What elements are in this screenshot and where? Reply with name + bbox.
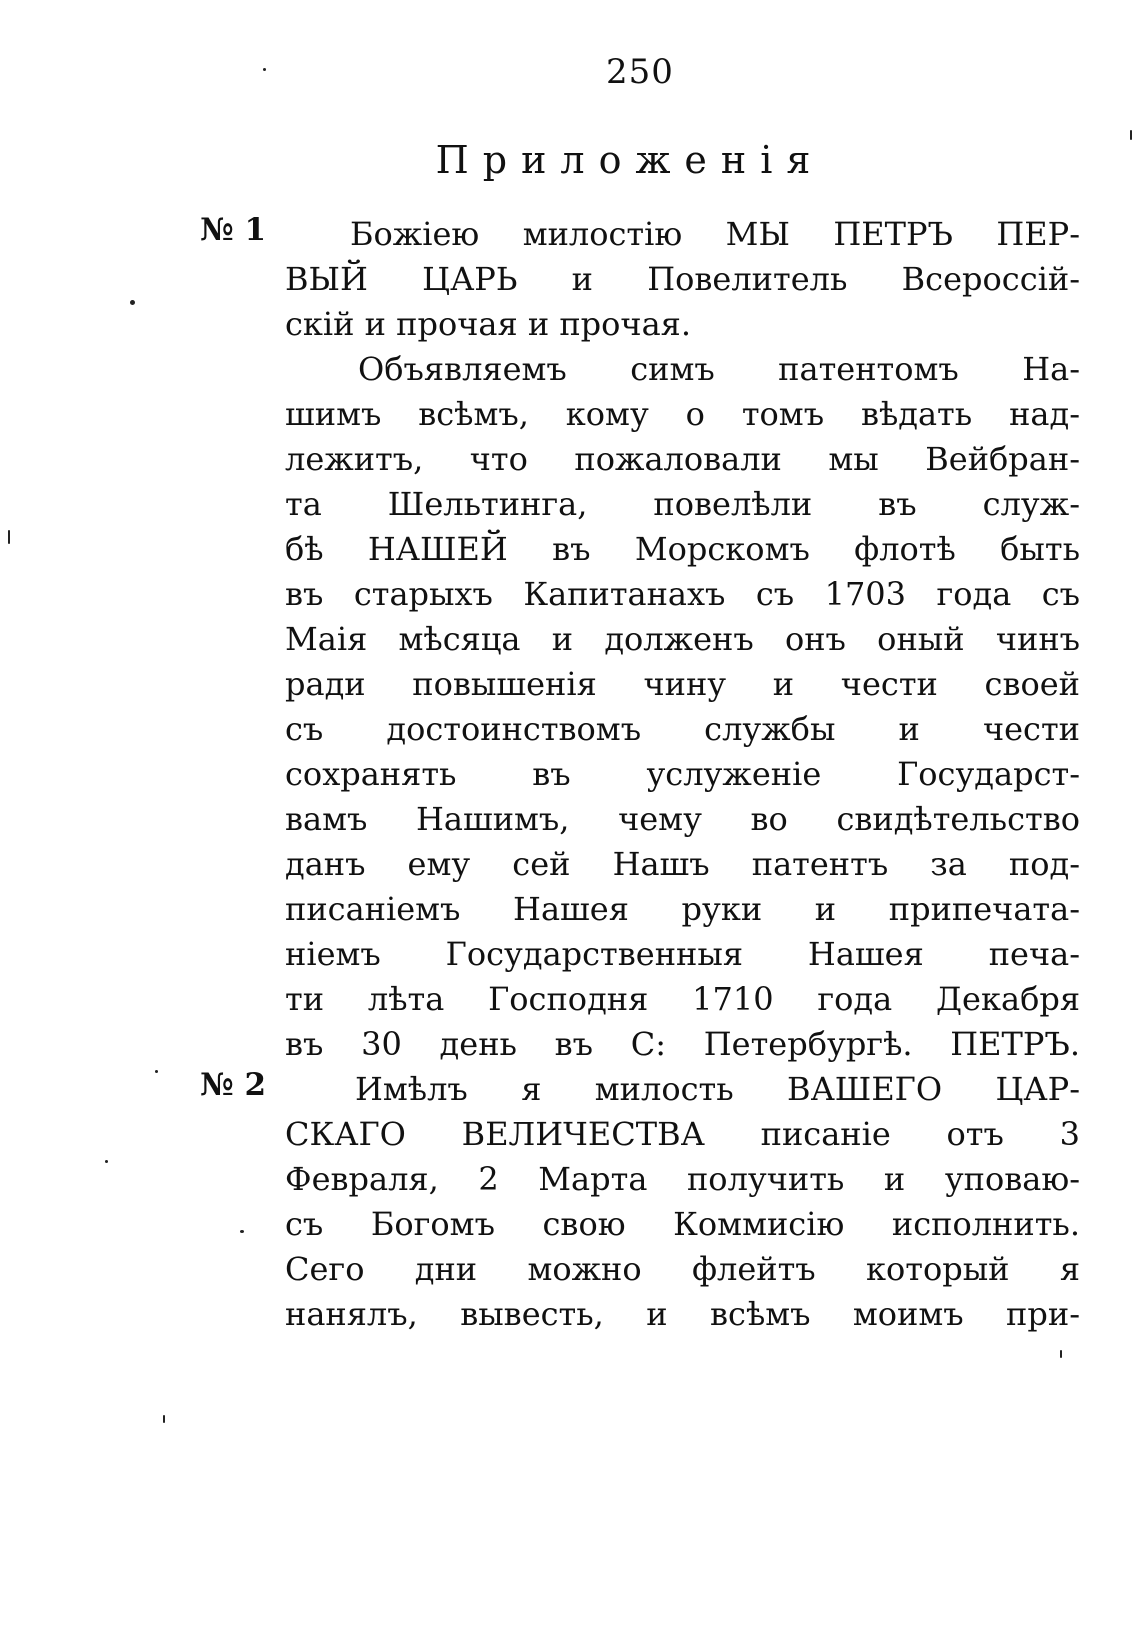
document-number-1: № 1 — [200, 212, 267, 248]
text-line: вамъ Нашимъ, чему во свидѣтельство — [285, 800, 1080, 838]
text-line: бѣ НАШЕЙ въ Морскомъ флотѣ быть — [285, 530, 1080, 568]
text-line: Божіею милостію МЫ ПЕТРЪ ПЕР- — [350, 215, 1080, 253]
text-line: съ Богомъ свою Коммисію исполнить. — [285, 1205, 1080, 1243]
text-line: Объявляемъ симъ патентомъ На- — [358, 350, 1080, 388]
scan-speck — [105, 1160, 108, 1163]
scan-speck — [1060, 1350, 1062, 1358]
text-line: данъ ему сей Нашъ патентъ за под- — [285, 845, 1080, 883]
document-number-2: № 2 — [200, 1067, 267, 1103]
text-line: Маія мѣсяца и долженъ онъ оный чинъ — [285, 620, 1080, 658]
text-line: шимъ всѣмъ, кому о томъ вѣдать над- — [285, 395, 1080, 433]
text-line: въ старыхъ Капитанахъ съ 1703 года съ — [285, 575, 1080, 613]
scan-speck — [1130, 130, 1132, 140]
text-line: лежитъ, что пожаловали мы Вейбран- — [285, 440, 1080, 478]
scan-speck — [130, 300, 135, 305]
text-line: ніемъ Государственныя Нашея печа- — [285, 935, 1080, 973]
scan-speck — [240, 1230, 244, 1233]
text-line: скій и прочая и прочая. — [285, 305, 691, 343]
page-number: 250 — [606, 52, 674, 92]
text-line: Имѣлъ я милость ВАШЕГО ЦАР- — [355, 1070, 1080, 1108]
text-line: ради повышенія чину и чести своей — [285, 665, 1080, 703]
scan-speck — [163, 1415, 165, 1423]
text-line: сохранять въ услуженіе Государст- — [285, 755, 1080, 793]
text-line: въ 30 день въ С: Петербургѣ. ПЕТРЪ. — [285, 1025, 1080, 1063]
text-line: ти лѣта Господня 1710 года Декабря — [285, 980, 1080, 1018]
text-line: та Шельтинга, повелѣли въ служ- — [285, 485, 1080, 523]
text-line: съ достоинствомъ службы и чести — [285, 710, 1080, 748]
text-line: Сего дни можно флейтъ который я — [285, 1250, 1080, 1288]
section-heading: Приложенія — [435, 138, 825, 182]
text-line: СКАГО ВЕЛИЧЕСТВА писаніе отъ 3 — [285, 1115, 1080, 1153]
scan-speck — [263, 68, 266, 71]
scan-speck — [155, 1070, 158, 1073]
text-line: Февраля, 2 Марта получить и уповаю- — [285, 1160, 1080, 1198]
scan-speck — [8, 530, 10, 544]
text-line: писаніемъ Нашея руки и припечата- — [285, 890, 1080, 928]
text-line: ВЫЙ ЦАРЬ и Повелитель Всероссій- — [285, 260, 1080, 298]
text-line: нанялъ, вывесть, и всѣмъ моимъ при- — [285, 1295, 1080, 1333]
